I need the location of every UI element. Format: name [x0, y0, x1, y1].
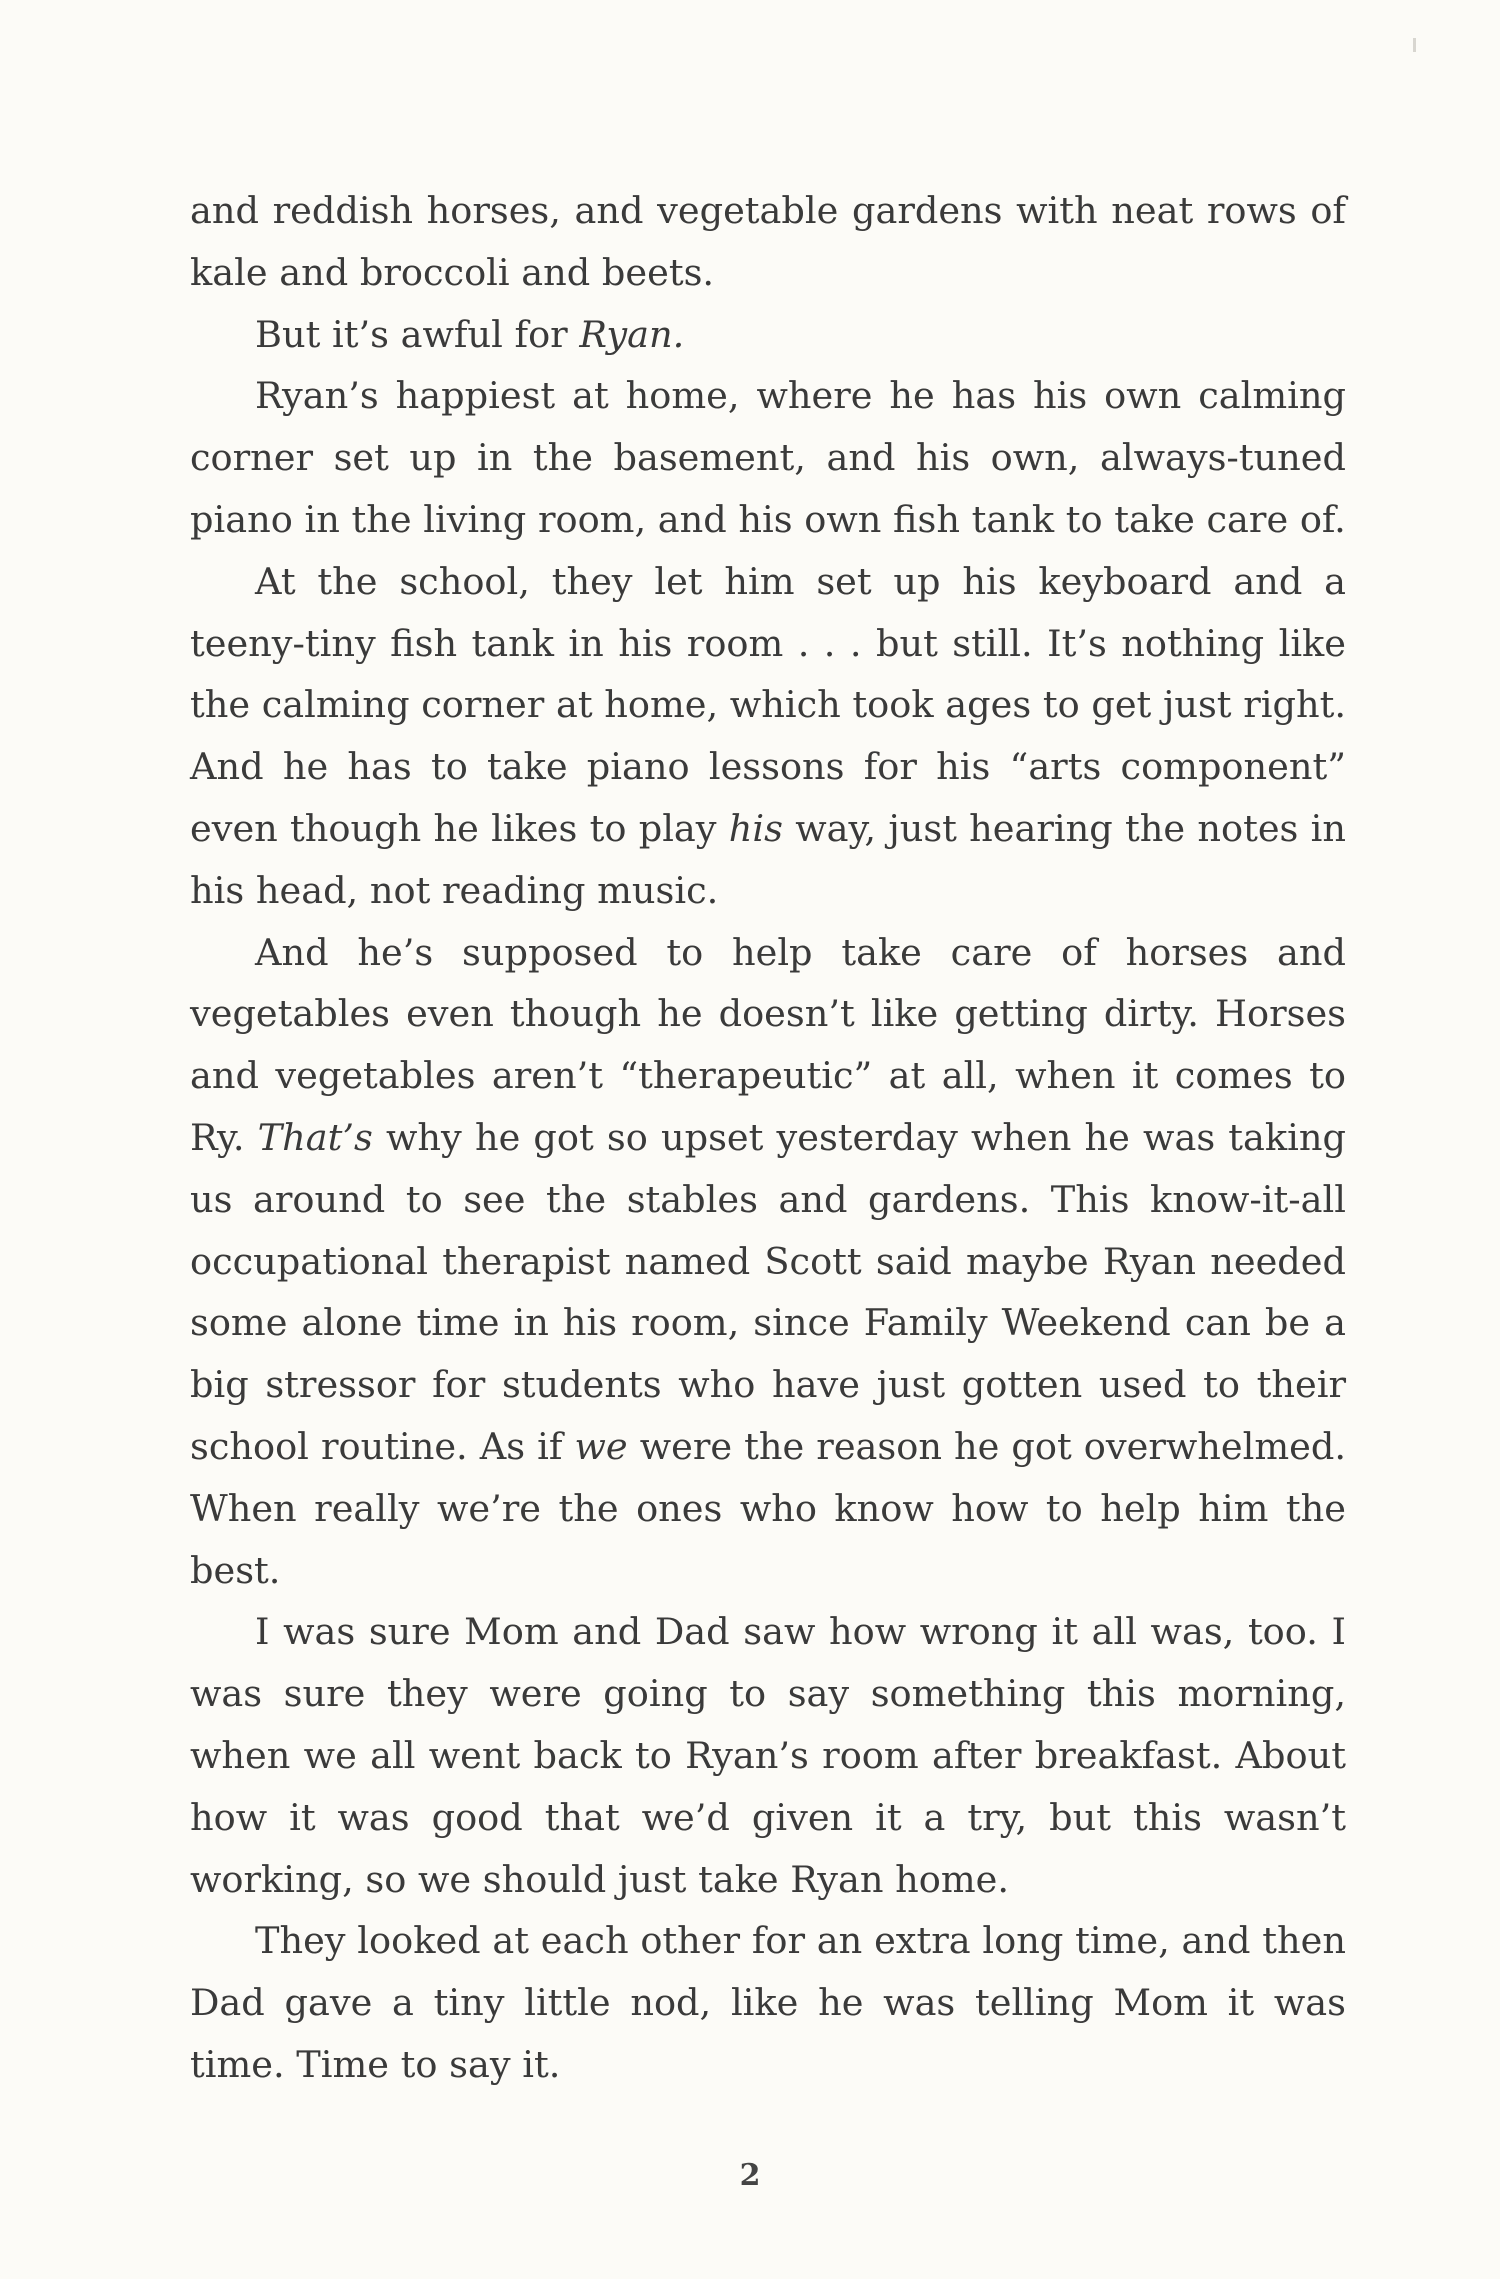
paragraph-2: [190, 304, 1346, 366]
paragraph-4-emphasis: his: [728, 806, 783, 850]
paragraph-3-text: Ryan’s happiest at home, where he has his own calming corner set up in the basement, and his own, always-tuned piano in the living room, and his own fish tank to take care of.: [190, 374, 1346, 541]
paragraph-1: [190, 180, 1346, 304]
paragraph-6-text: I was sure Mom and Dad saw how wrong it all was, too. I was sure they were going to say something this morning, when we all went back to Ryan’s room after breakfast. About how it was good that we’d given it a try, but this wasn’t working, so we should just take Ryan home.: [190, 1610, 1346, 1901]
paragraph-5-text-end: were the reason he got overwhelmed. When really we’re the ones who know how to help him the best.: [190, 1424, 1346, 1592]
paragraph-5-emphasis-2: we: [574, 1424, 628, 1468]
body-text: [190, 180, 1346, 2096]
page-number: 2: [739, 2158, 761, 2193]
paragraph-5-emphasis-1: That’s: [257, 1115, 373, 1159]
paragraph-5-text-middle: why he got so upset yesterday when he was taking us around to see the stables and gardens. This know-it-all occupational therapist named Scott said maybe Ryan needed some alone time in his room, since Family Weekend can be a big stressor for students who have just gotten used to their school routine. As if: [190, 1115, 1346, 1468]
paragraph-1-text: and reddish horses, and vegetable gardens with neat rows of kale and broccoli and beets.: [190, 189, 1346, 294]
paragraph-6: [190, 1601, 1346, 1910]
paragraph-7-text: They looked at each other for an extra long time, and then Dad gave a tiny little nod, like he was telling Mom it was time. Time to say it.: [190, 1919, 1346, 2086]
paragraph-4-text-start: At the school, they let him set up his keyboard and a teeny-tiny fish tank in his room . . . but still. It’s nothing like the calming corner at home, which took ages to get just right. And he has to take piano lessons for his “arts component” even though he likes to play: [190, 559, 1346, 850]
paragraph-4-text-end: way, just hearing the notes in his head, not reading music.: [190, 806, 1346, 912]
scan-edge-mark: [1413, 38, 1416, 52]
paragraph-3: [190, 365, 1346, 550]
paragraph-4: [190, 551, 1346, 922]
paragraph-7: [190, 1910, 1346, 2095]
paragraph-5-text-start: And he’s supposed to help take care of horses and vegetables even though he doesn’t like getting dirty. Horses and vegetables aren’t “therapeutic” at all, when it comes to Ry.: [190, 930, 1346, 1159]
paragraph-5: [190, 922, 1346, 1602]
paragraph-2-text: But it’s awful for: [255, 312, 580, 356]
paragraph-2-emphasis: Ryan.: [579, 312, 685, 356]
